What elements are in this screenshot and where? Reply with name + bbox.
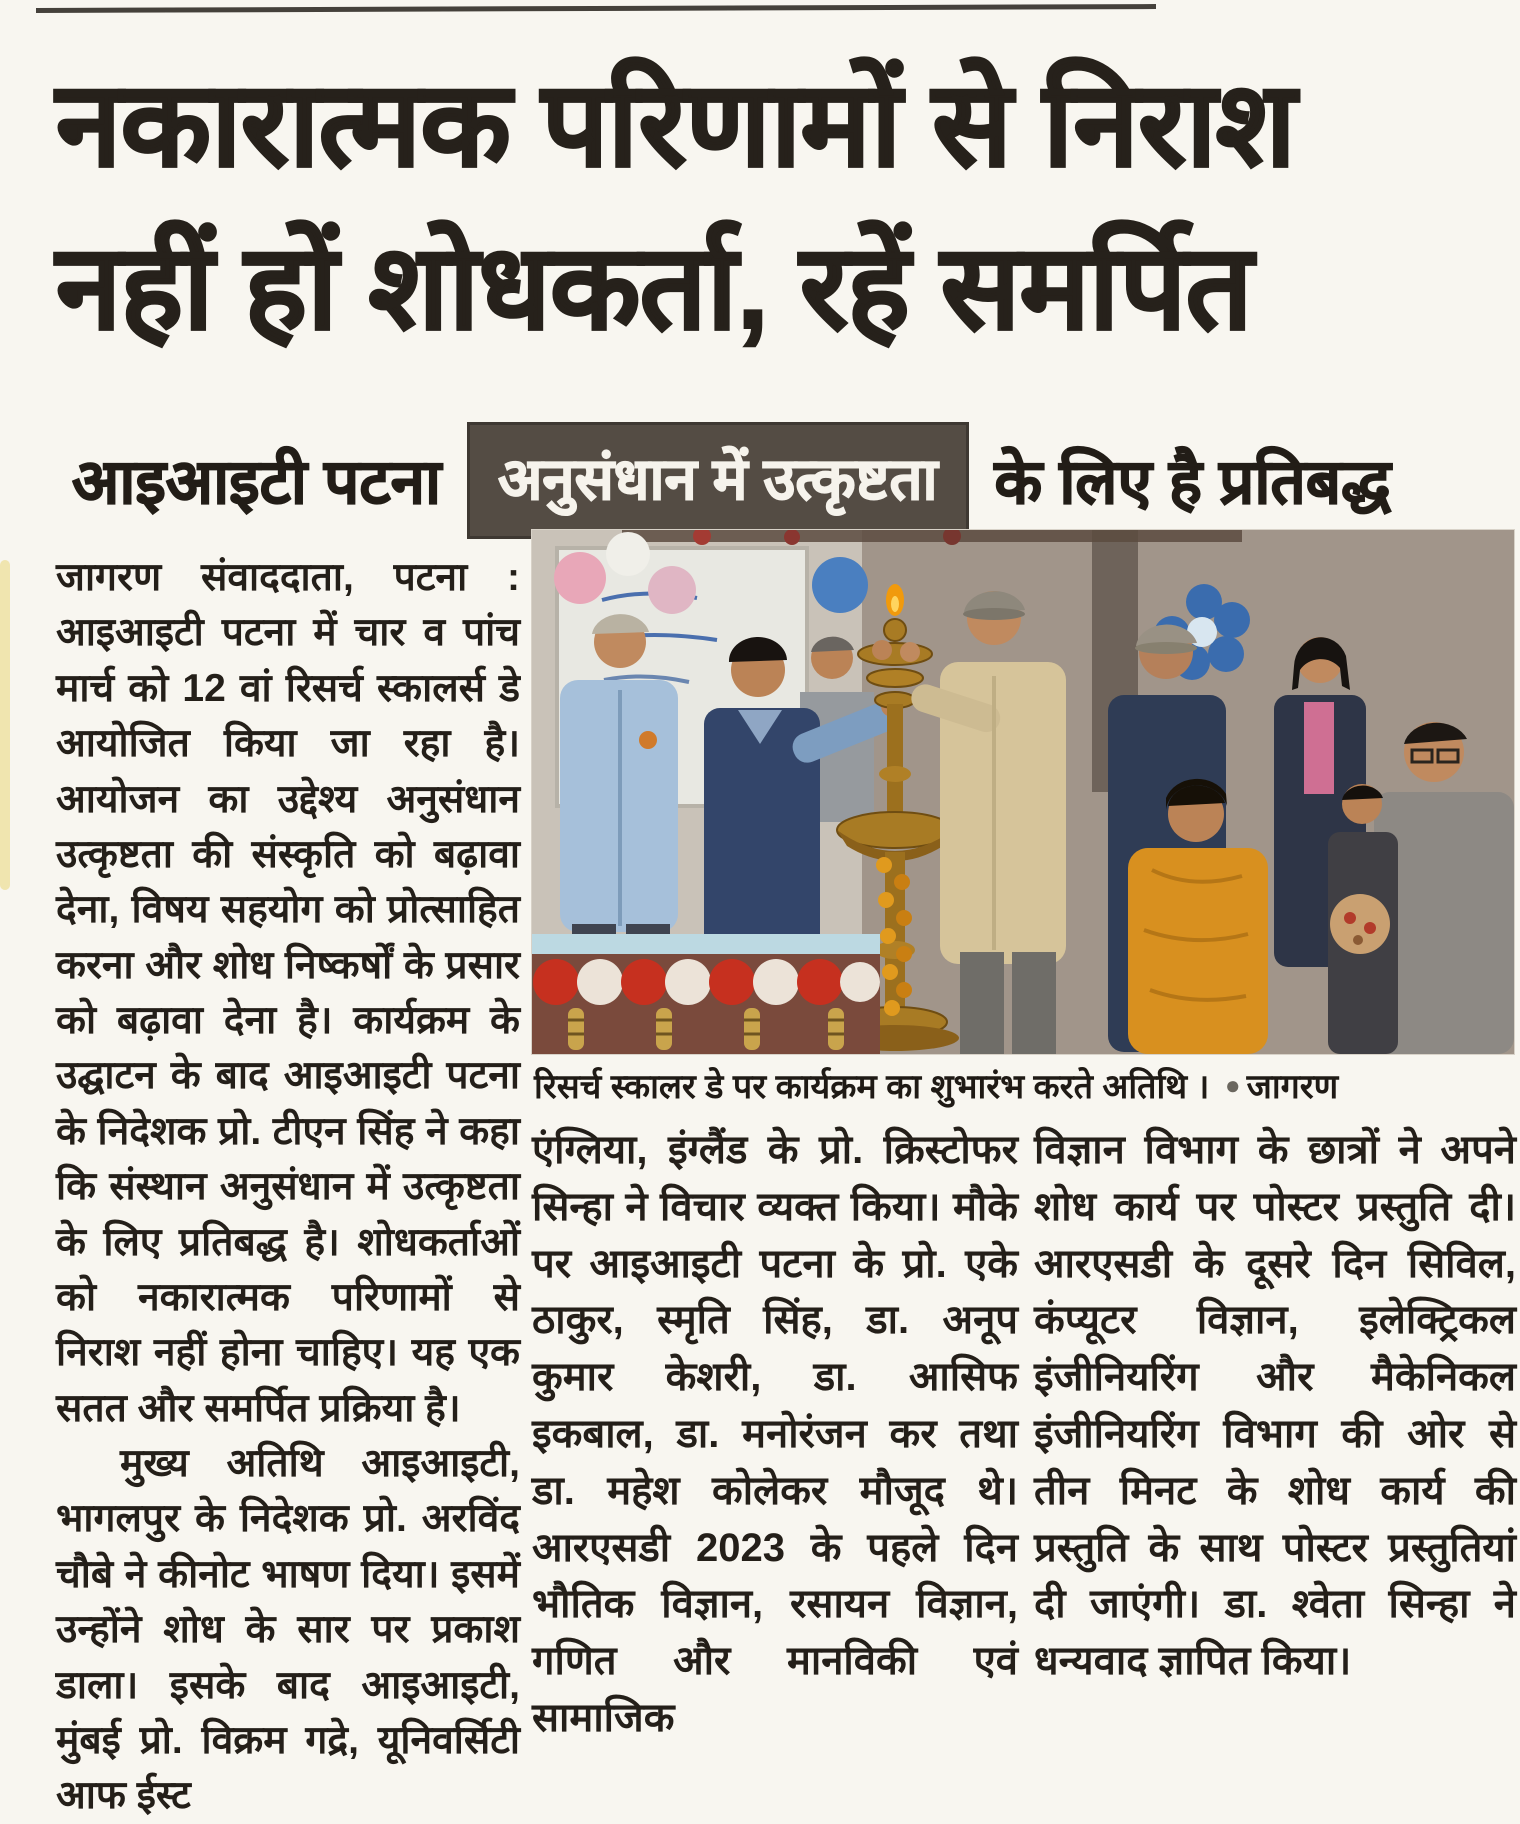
jagran-bullet-icon: ● (1224, 1070, 1241, 1100)
photo-caption-text: रिसर्च स्कालर डे पर कार्यक्रम का शुभारंभ करते अतिथि (534, 1068, 1188, 1106)
article-paragraph: जागरण संवाददाता, पटना : आइआइटी पटना में चार व पांच मार्च को 12 वां रिसर्च स्कालर्स डे आयोजित किया जा रहा है। आयोजन का उद्देश्य अनुसंधान उत्कृष्टता की संस्कृति को बढ़ावा देना, विषय सहयोग को प्रोत्साहित करना और शोध निष्कर्षों के प्रसार को बढ़ावा देना है। कार्यक्रम के उद्घाटन के बाद आइआइटी पटना के निदेशक प्रो. टीएन सिंह ने कहा कि संस्थान अनुसंधान में उत्कृष्टता के लिए प्रतिबद्ध है। शोधकर्ताओं को नकारात्मक परिणामों से निराश नहीं होना चाहिए। यह एक सतत और समर्पित प्रक्रिया है। (56, 556, 520, 1430)
subheadline (72, 422, 1512, 538)
photo-caption-credit: जागरण (1246, 1068, 1339, 1106)
headline-line-2: नहीं हों शोधकर्ता, रहें समर्पित (56, 221, 1252, 354)
headline-line-1: नकारात्मक परिणामों से निराश (56, 59, 1295, 191)
article-column-right: विज्ञान विभाग के छात्रों ने अपने शोध कार्य पर पोस्टर प्रस्तुति दी। आरएसडी के दूसरे दिन सिविल, कंप्यूटर विज्ञान, इलेक्ट्रिकल इंजीनियरिंग और मैकेनिकल इंजीनियरिंग विभाग की ओर से तीन मिनट के शोध कार्य की प्रस्तुति के साथ पोस्टर प्रस्तुतियां दी जाएंगी। डा. श्वेता सिन्हा ने धन्यवाद ज्ञापित किया। (1034, 1128, 1516, 1684)
clipping-top-rule (36, 4, 1156, 13)
photo-caption (534, 1062, 1514, 1108)
flower-garland-table (532, 934, 880, 1054)
subheadline-suffix: के लिए है प्रतिबद्ध (994, 448, 1391, 517)
headline (56, 44, 1516, 370)
photo-caption-separator: । (1187, 1068, 1219, 1106)
subheadline-prefix: आइआइटी पटना (72, 448, 442, 517)
article-paragraph: मुख्य अतिथि आइआइटी, भागलपुर के निदेशक प्रो. अरविंद चौबे ने कीनोट भाषण दिया। इसमें उन्होंने शोध के सार पर प्रकाश डाला। इसके बाद आइआइटी, मुंबई प्रो. विक्रम गद्रे, यूनिवर्सिटी आफ ईस्ट (56, 1442, 520, 1818)
news-photo-illustration (532, 530, 1514, 1054)
scan-smudge (0, 560, 10, 890)
article-column-middle: एंग्लिया, इंग्लैंड के प्रो. क्रिस्टोफर सिन्हा ने विचार व्यक्त किया। मौके पर आइआइटी पटना के प्रो. एके ठाकुर, स्मृति सिंह, डा. अनूप कुमार केशरी, डा. आसिफ इकबाल, डा. मनोरंजन कर तथा डा. महेश कोलेकर मौजूद थे। आरएसडी 2023 के पहले दिन भौतिक विज्ञान, रसायन विज्ञान, गणित और मानविकी एवं सामाजिक (532, 1128, 1018, 1740)
article-column-left (56, 550, 520, 1824)
news-photo (532, 530, 1514, 1054)
subheadline-highlight: अनुसंधान में उत्कृष्टता (467, 422, 968, 539)
